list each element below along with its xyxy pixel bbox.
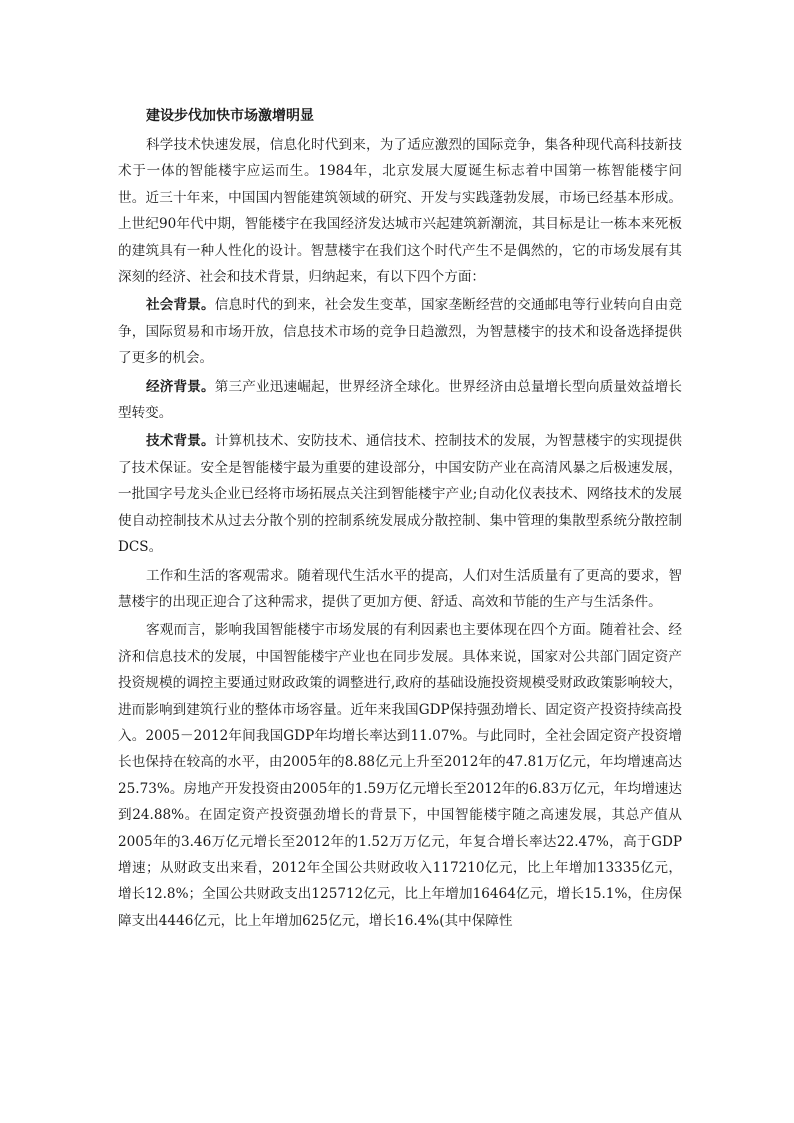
- paragraph-intro: [118, 132, 682, 290]
- paragraph-social-background: [118, 292, 682, 371]
- paragraph-demand: [118, 563, 682, 616]
- document-body: [118, 103, 682, 934]
- paragraph-text: 计算机技术、安防技术、通信技术、控制技术的发展，为智慧楼宇的实现提供了技术保证。安全是智能楼宇最为重要的建设部分，中国安防产业在高清风暴之后极速发展，一批国字号龙头企业已经将市场拓展点关注到智能楼宇产业;自动化仪表技术、网络技术的发展使自动控制技术从过去分散个别的控制系统发展成分散控制、集中管理的集散型系统分散控制DCS。: [118, 433, 683, 556]
- paragraph-lead: 技术背景。: [146, 433, 215, 450]
- paragraph-lead: 经济背景。: [146, 378, 215, 395]
- paragraph-text: 信息时代的到来，社会发生变革，国家垄断经营的交通邮电等行业转向自由竞争，国际贸易和市场开放，信息技术市场的竞争日趋激烈，为智慧楼宇的技术和设备选择提供了更多的机会。: [118, 297, 683, 367]
- paragraph-text: 科学技术快速发展，信息化时代到来，为了适应激烈的国际竞争，集各种现代高科技新技术于一体的智能楼宇应运而生。1984年，北京发展大厦诞生标志着中国第一栋智能楼宇问世。近三十年来，中国国内智能建筑领域的研究、开发与实践蓬勃发展，市场已经基本形成。上世纪90年代中期，智能楼宇在我国经济发达城市兴起建筑新潮流，其目标是让一栋本来死板的建筑具有一种人性化的设计。智慧楼宇在我们这个时代产生不是偶然的，它的市场发展有其深刻的经济、社会和技术背景，归纳起来，有以下四个方面：: [118, 137, 682, 286]
- paragraph-market-factors: [118, 617, 682, 934]
- section-heading: 建设步伐加快市场激增明显: [146, 108, 314, 124]
- paragraph-text: 客观而言，影响我国智能楼宇市场发展的有利因素也主要体现在四个方面。随着社会、经济和信息技术的发展，中国智能楼宇产业也在同步发展。具体来说，国家对公共部门固定资产投资规模的调控主要通过财政政策的调整进行,政府的基础设施投资规模受财政政策影响较大，进而影响到建筑行业的整体市场容量。近年来我国GDP保持强劲增长、固定资产投资持续高投入。2005－2012年间我国GDP年均增长率达到11.07%。与此同时，全社会固定资产投资增长也保持在较高的水平，由2005年的8.88亿元上升至2012年的47.81万亿元，年均增速高达25.73%。房地产开发投资由2005年的1.59万亿元增长至2012年的6.83万亿元，年均增速达到24.88%。在固定资产投资强劲增长的背景下，中国智能楼宇随之高速发展，其总产值从2005年的3.46万亿元增长至2012年的1.52万万亿元，年复合增长率达22.47%，高于GDP增速；从财政支出来看，2012年全国公共财政收入117210亿元，比上年增加13335亿元，增长12.8%；全国公共财政支出125712亿元，比上年增加16464亿元，增长15.1%，住房保障支出4446亿元，比上年增加625亿元，增长16.4%(其中保障性: [118, 622, 682, 929]
- paragraph-text: 工作和生活的客观需求。随着现代生活水平的提高，人们对生活质量有了更高的要求，智慧楼宇的出现正迎合了这种需求，提供了更加方便、舒适、高效和节能的生产与生活条件。: [118, 567, 682, 610]
- paragraph-text: 第三产业迅速崛起，世界经济全球化。世界经济由总量增长型向质量效益增长型转变。: [118, 378, 683, 422]
- paragraph-lead: 社会背景。: [146, 297, 215, 314]
- paragraph-economic-background: [118, 374, 682, 427]
- paragraph-technical-background: [118, 428, 682, 560]
